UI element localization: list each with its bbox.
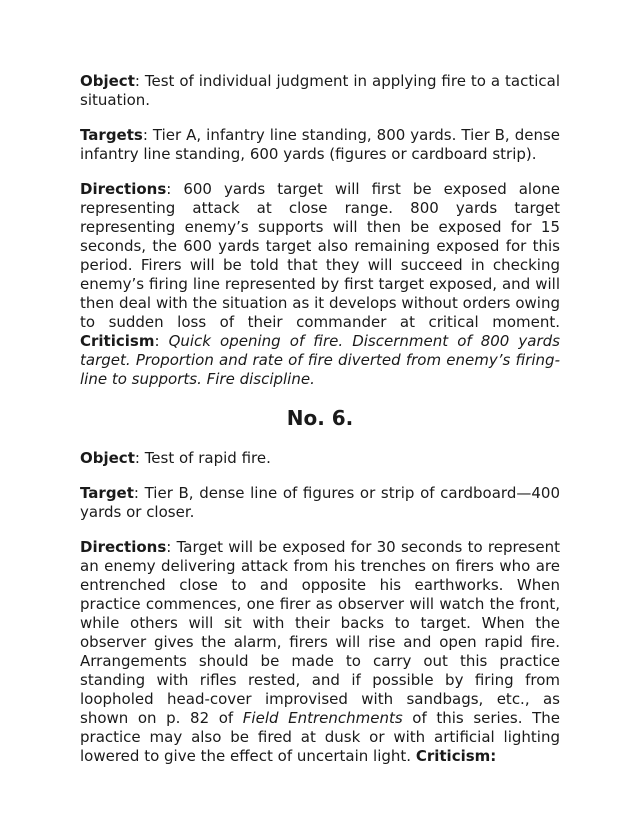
object-label-no6: Object (80, 449, 135, 467)
document-page (80, 72, 560, 782)
criticism-colon-no6: : (490, 747, 497, 765)
targets-text: : Tier A, infantry line standing, 800 yards. Tier B, dense infantry line standing, 600 yards (figures or cardboard strip). (80, 126, 560, 163)
targets-label: Targets (80, 126, 143, 144)
directions-paragraph (80, 180, 560, 389)
object-label: Object (80, 72, 135, 90)
directions-text-no6-part2: of this series. The practice may also be fired at dusk or with artificial lighting lowered to give the effect of uncertain light. (80, 709, 561, 765)
directions-text: : 600 yards target will first be exposed alone representing attack at close range. 800 yards target representing enemy’s supports will then be exposed for 15 seconds, the 600 yards target also remaining exposed for this period. Firers will be told that they will succeed in checking enemy’s firing line represented by first target exposed, and will then deal with the situation as it develops without orders owing to sudden loss of their commander at critical moment. (80, 180, 560, 331)
targets-paragraph (80, 126, 560, 164)
criticism-label-no6: Criticism (415, 747, 491, 765)
book-title: Field Entrenchments (242, 709, 403, 727)
object-text: : Test of individual judgment in applying fire to a tactical situation. (80, 72, 560, 109)
directions-paragraph-no6 (80, 538, 560, 766)
directions-text-no6-part1: : Target will be exposed for 30 seconds to represent an enemy delivering attack from his trenches on firers who are entrenched close to and opposite his earthworks. When practice commences, one firer as observer will watch the front, while others will sit with their backs to target. When the observer gives the alarm, firers will rise and open rapid fire. Arrangements should be made to carry out this practice standing with rifles rested, and if possible by firing from loopholed head-cover improvised with sandbags, etc., as shown on p. 82 of (80, 538, 560, 727)
directions-label-no6: Directions (80, 538, 167, 556)
object-paragraph-no6 (80, 449, 560, 468)
object-paragraph (80, 72, 560, 110)
target-paragraph-no6 (80, 484, 560, 522)
criticism-colon: : (154, 332, 169, 350)
criticism-text: Quick opening of fire. Discernment of 800 yards target. Proportion and rate of fire diverted from enemy’s firing-line to supports. Fire discipline. (80, 332, 560, 388)
section-heading: No. 6. (286, 406, 354, 430)
object-text-no6: : Test of rapid fire. (134, 449, 271, 467)
criticism-label: Criticism (80, 332, 155, 350)
target-label-no6: Target (80, 484, 134, 502)
directions-label: Directions (80, 180, 167, 198)
target-text-no6: : Tier B, dense line of figures or strip of cardboard—400 yards or closer. (80, 484, 560, 521)
